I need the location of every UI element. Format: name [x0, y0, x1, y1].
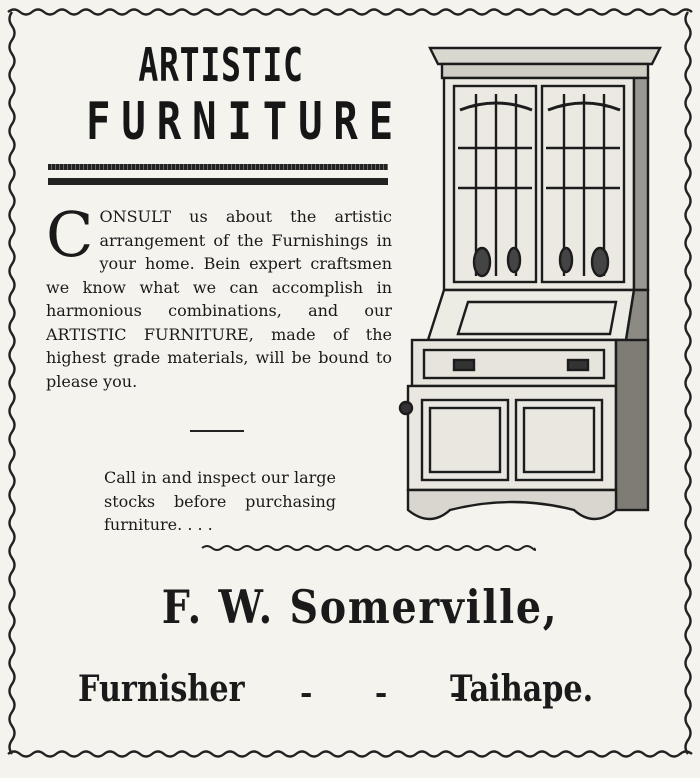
- bureau-bookcase-illustration: [398, 38, 670, 532]
- town-label: Taihape.: [450, 668, 594, 710]
- dash-leaders: - - -: [300, 676, 489, 711]
- call-to-action: Call in and inspect our large stocks before purchasing furniture. . . .: [104, 468, 336, 534]
- double-rule-top: [48, 164, 388, 170]
- body-text: ONSULT us about the artistic arrangement of the Furnishings in your home. Bein expert craftsmen we know what we can accomplish in harmonious combinations, and our ARTISTIC FURNITURE, made of the highest grade materials, will be bound to please you.: [46, 207, 392, 391]
- drop-cap: C: [46, 198, 94, 271]
- wavy-divider: [200, 542, 536, 554]
- body-paragraph: [46, 198, 392, 393]
- separator-line: [190, 430, 244, 432]
- headline-artistic: ARTISTIC: [138, 38, 304, 92]
- merchant-name: F. W. Somerville,: [161, 580, 559, 634]
- double-rule-bottom: [48, 178, 388, 185]
- trade-label: Furnisher: [78, 668, 245, 710]
- headline-furniture: FURNITURE: [86, 92, 405, 152]
